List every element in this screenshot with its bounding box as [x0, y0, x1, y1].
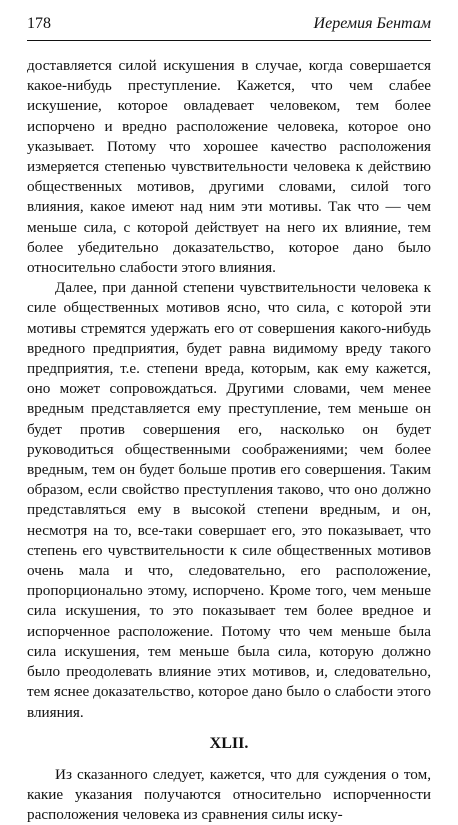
- page-number: 178: [27, 15, 51, 32]
- section-heading: XLII.: [209, 734, 249, 752]
- page-header: [27, 14, 431, 41]
- paragraph: Далее, при данной степени чувствительности человека к силе общественных мотивов ясно, что сила, с которой эти мотивы стремятся удержать его от совершения какого-нибудь вредного предприятия, будет равна видимому вреду такого предприятия, т.е. степени вреда, которым, как ему кажется, оно может сопровождаться. Другими словами, чем менее вредным представляется ему преступление, тем меньше он будет против совершения его, насколько он будет руководиться общественными соображениями; чем более вредным, тем он будет больше против его совершения. Таким образом, если свойство преступления таково, что оно должно представляться ему в высокой степени вредным, и он, несмотря на то, все-таки совершает его, это показывает, что степень его чувствительности к силе общественных мотивов очень мала и что, следовательно, его расположение, пропорционально этому, испорчено. Кроме того, чем меньше сила искушения, то это показывает тем более вредное и испорченное расположение. Потому что чем меньше была сила искушения, тем меньше была сила, которую должно было преодолевать влияние этих мотивов, и, следовательно, тем яснее доказательство, которое дано было о слабости этого влияния.: [27, 279, 431, 721]
- paragraph-final: Из сказанного следует, кажется, что для суждения о том, какие указания получаются относительно испорченности расположения человека из сравнения силы иску-: [27, 765, 431, 824]
- paragraph-continuation: доставляется силой искушения в случае, когда совершается какое-нибудь преступление. Кажется, что чем слабее искушение, которое овладевает человеком, тем более испорчено и вредно расположение человека, которое оно указывает. Потому что хорошее качество расположения измеряется степенью чувствительности человека к действию общественных мотивов, другими словами, силой того влияния, какое имеют над ним эти мотивы. Так что — чем меньше сила, с которой действует на него их влияние, тем более убедительно доказательство, которое дано было относительно слабости этого влияния.: [27, 57, 431, 277]
- page-body: [27, 56, 431, 825]
- running-title: Иеремия Бентам: [313, 15, 431, 32]
